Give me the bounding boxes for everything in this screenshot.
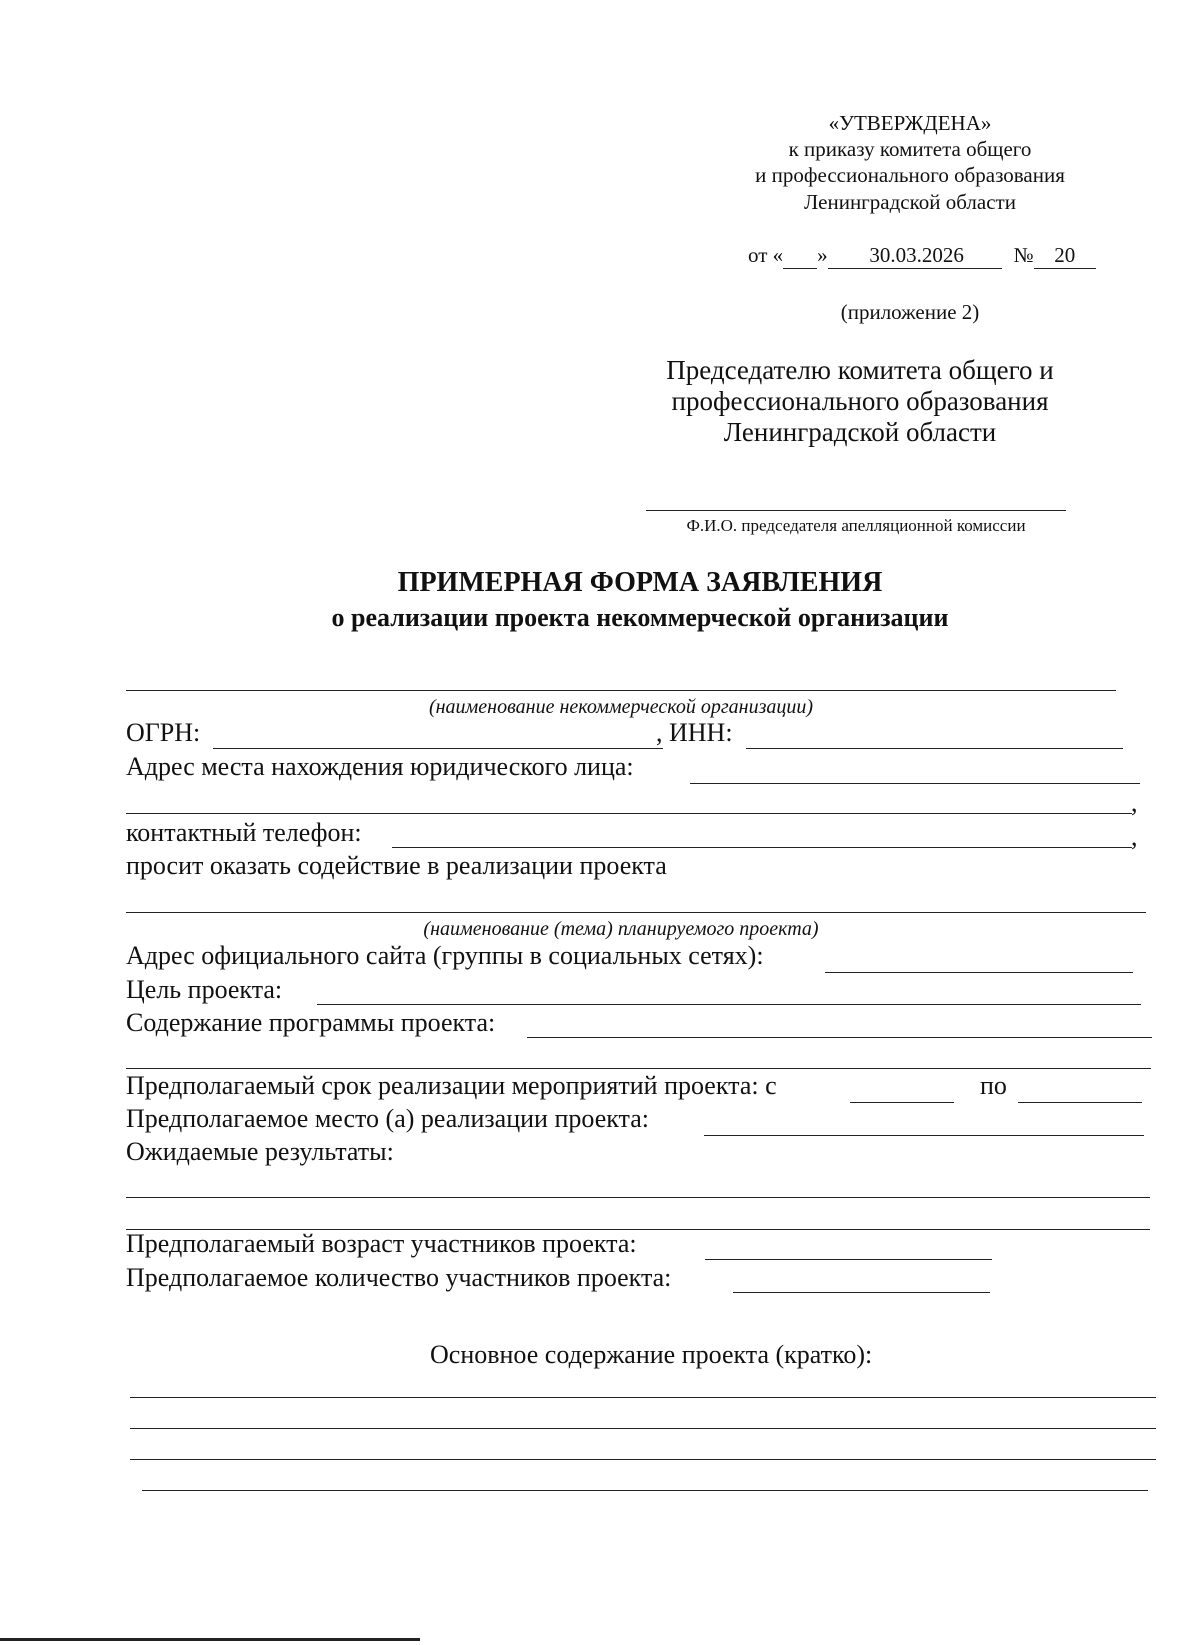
request-text: просит оказать содействие в реализации проекта bbox=[126, 851, 667, 880]
phone-field-line bbox=[392, 847, 1132, 848]
approval-line-2: и профессионального образования bbox=[755, 163, 1065, 187]
term-from-line bbox=[850, 1102, 954, 1103]
results-line-1 bbox=[126, 1197, 1150, 1198]
form-title: ПРИМЕРНАЯ ФОРМА ЗАЯВЛЕНИЯ bbox=[397, 567, 883, 598]
address-comma: , bbox=[1131, 788, 1138, 817]
results-label: Ожидаемые результаты: bbox=[126, 1137, 394, 1166]
program-label: Содержание программы проекта: bbox=[126, 1008, 496, 1037]
summary-line-3 bbox=[130, 1459, 1156, 1460]
approval-line-3: Ленинградской области bbox=[804, 190, 1016, 214]
goal-field-line bbox=[317, 1004, 1141, 1005]
fio-caption: Ф.И.О. председателя апелляционной комиссии bbox=[686, 516, 1026, 535]
program-field-line bbox=[527, 1037, 1152, 1038]
approval-stamp: «УТВЕРЖДЕНА» bbox=[828, 111, 992, 135]
program-field-line-2 bbox=[126, 1068, 1151, 1069]
age-label: Предполагаемый возраст участников проекта: bbox=[126, 1229, 637, 1258]
project-name-line bbox=[126, 912, 1146, 913]
place-field-line bbox=[704, 1135, 1144, 1136]
count-field-line bbox=[733, 1292, 990, 1293]
term-label: Предполагаемый срок реализации мероприятий проекта: с bbox=[126, 1071, 777, 1100]
date-day-blank bbox=[783, 243, 817, 269]
addressee-line-3: Ленинградской области bbox=[723, 417, 997, 447]
summary-line-1 bbox=[130, 1397, 1156, 1398]
summary-line-2 bbox=[130, 1428, 1156, 1429]
address-field-line-2 bbox=[126, 813, 1132, 814]
date-mid: » bbox=[817, 243, 828, 267]
fio-line bbox=[646, 510, 1066, 511]
site-label: Адрес официального сайта (группы в социальных сетях): bbox=[126, 941, 764, 970]
summary-line-4 bbox=[142, 1490, 1148, 1491]
date-value: 30.03.2026 bbox=[828, 243, 1002, 269]
approval-line-1: к приказу комитета общего bbox=[788, 137, 1032, 161]
term-to-label: по bbox=[980, 1071, 1007, 1100]
scan-edge-line bbox=[0, 1638, 420, 1641]
site-field-line bbox=[825, 972, 1133, 973]
form-subtitle: о реализации проекта некоммерческой организации bbox=[331, 603, 949, 632]
inn-label: , ИНН: bbox=[656, 718, 733, 747]
number-prefix: № bbox=[1013, 243, 1034, 267]
addressee-line-1: Председателю комитета общего и bbox=[666, 355, 1054, 385]
appendix-note: (приложение 2) bbox=[840, 300, 980, 324]
inn-field-line bbox=[746, 748, 1123, 749]
phone-label: контактный телефон: bbox=[126, 818, 362, 847]
org-name-line bbox=[126, 690, 1116, 691]
ogrn-label: ОГРН: bbox=[126, 718, 201, 747]
number-value: 20 bbox=[1034, 243, 1096, 269]
ogrn-field-line bbox=[213, 748, 663, 749]
age-field-line bbox=[705, 1259, 992, 1260]
summary-label: Основное содержание проекта (кратко): bbox=[430, 1340, 873, 1369]
term-to-line bbox=[1018, 1102, 1142, 1103]
approval-date-row bbox=[748, 243, 1096, 269]
project-name-caption: (наименование (тема) планируемого проекта) bbox=[423, 918, 819, 940]
goal-label: Цель проекта: bbox=[126, 975, 283, 1004]
place-label: Предполагаемое место (а) реализации проекта: bbox=[126, 1104, 649, 1133]
date-prefix: от « bbox=[748, 243, 784, 267]
address-label: Адрес места нахождения юридического лица: bbox=[126, 752, 634, 781]
count-label: Предполагаемое количество участников проекта: bbox=[126, 1263, 672, 1292]
addressee-line-2: профессионального образования bbox=[671, 386, 1049, 416]
org-name-caption: (наименование некоммерческой организации) bbox=[428, 696, 814, 718]
phone-comma: , bbox=[1131, 822, 1138, 851]
address-field-line bbox=[690, 783, 1140, 784]
